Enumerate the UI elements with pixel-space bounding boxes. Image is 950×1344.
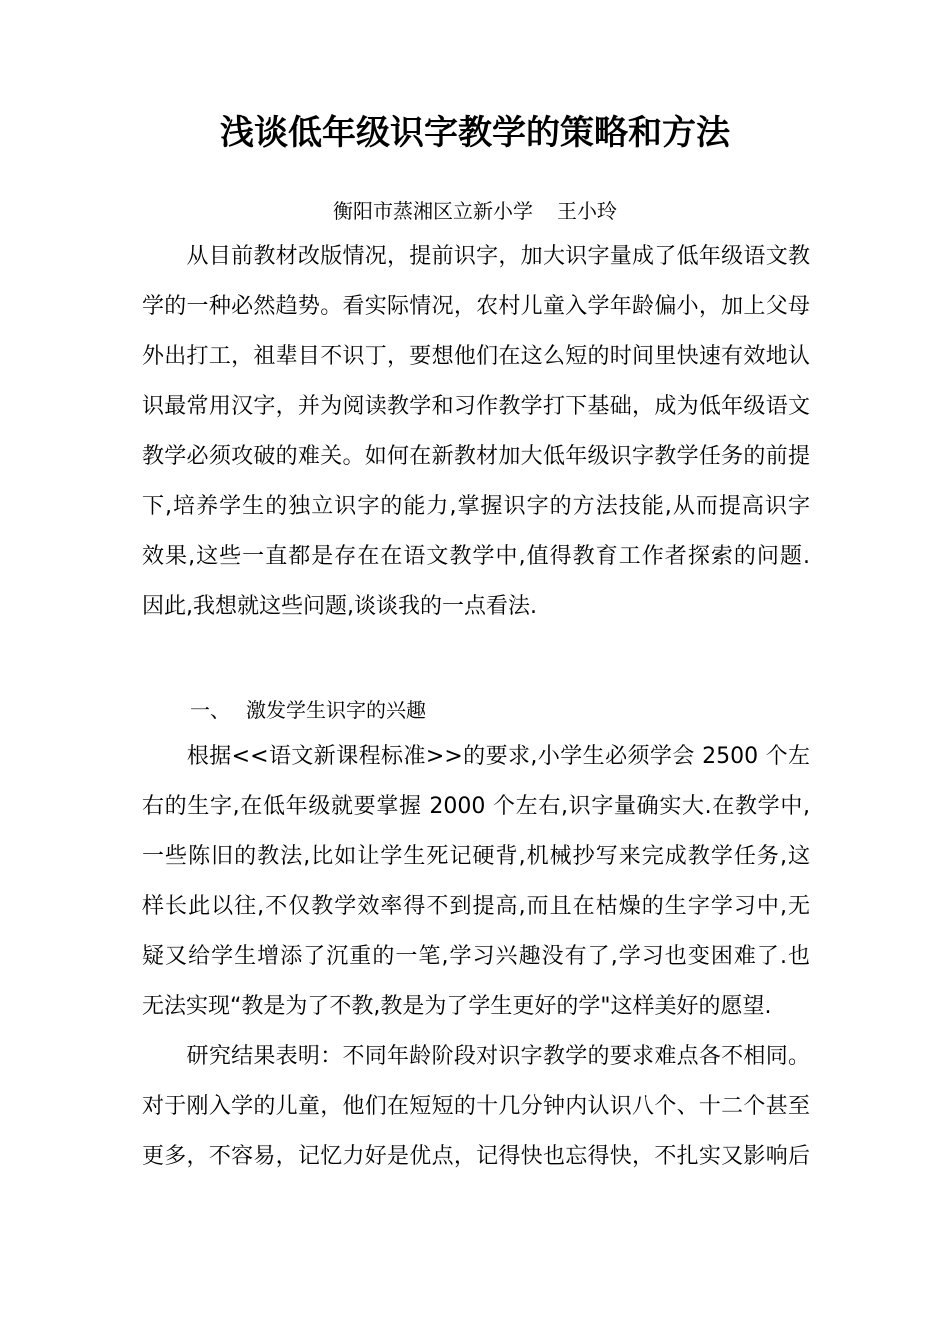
author-name: 王小玲 [557, 199, 617, 223]
intro-paragraph [142, 232, 810, 632]
paragraph-line: 学的一种必然趋势。看实际情况，农村儿童入学年龄偏小，加上父母 [142, 294, 810, 319]
section1-paragraph-2 [142, 1032, 810, 1182]
section-title: 激发学生识字的兴趣 [246, 698, 426, 722]
paragraph-line: 教学必须攻破的难关。如何在新教材加大低年级识字教学任务的前提 [142, 444, 810, 469]
section1-paragraph-1 [142, 732, 810, 1032]
paragraph-line: 对于刚入学的儿童，他们在短短的十几分钟内认识八个、十二个甚至 [142, 1094, 810, 1119]
document-title: 浅谈低年级识字教学的策略和方法 [220, 113, 730, 153]
paragraph-line: 识最常用汉字，并为阅读教学和习作教学打下基础，成为低年级语文 [142, 394, 810, 419]
paragraph-line: 外出打工，祖辈目不识丁，要想他们在这么短的时间里快速有效地认 [142, 344, 810, 369]
paragraph-line: 根据<<语文新课程标准>>的要求,小学生必须学会 2500 个左 [142, 744, 810, 769]
paragraph-line: 下,培养学生的独立识字的能力,掌握识字的方法技能,从而提高识字 [142, 494, 810, 519]
paragraph-line: 研究结果表明：不同年龄阶段对识字教学的要求难点各不相同。 [142, 1044, 810, 1069]
paragraph-line: 疑又给学生增添了沉重的一笔,学习兴趣没有了,学习也变困难了.也 [142, 944, 810, 969]
author-organization: 衡阳市蒸湘区立新小学 [333, 199, 533, 223]
paragraph-line: 效果,这些一直都是存在在语文教学中,值得教育工作者探索的问题. [142, 544, 810, 569]
paragraph-line: 右的生字,在低年级就要掌握 2000 个左右,识字量确实大.在教学中, [142, 794, 810, 819]
paragraph-line: 无法实现“教是为了不教,教是为了学生更好的学"这样美好的愿望. [142, 994, 772, 1019]
paragraph-line: 一些陈旧的教法,比如让学生死记硬背,机械抄写来完成教学任务,这 [142, 844, 810, 869]
paragraph-line: 因此,我想就这些问题,谈谈我的一点看法. [142, 594, 537, 619]
paragraph-line: 更多，不容易，记忆力好是优点，记得快也忘得快，不扎实又影响后 [142, 1144, 810, 1169]
section-heading [190, 692, 426, 728]
paragraph-line: 样长此以往,不仅教学效率得不到提高,而且在枯燥的生字学习中,无 [142, 894, 810, 919]
section-number: 一、 [190, 698, 230, 722]
author-byline [0, 196, 950, 226]
paragraph-line: 从目前教材改版情况，提前识字，加大识字量成了低年级语文教 [142, 244, 810, 269]
